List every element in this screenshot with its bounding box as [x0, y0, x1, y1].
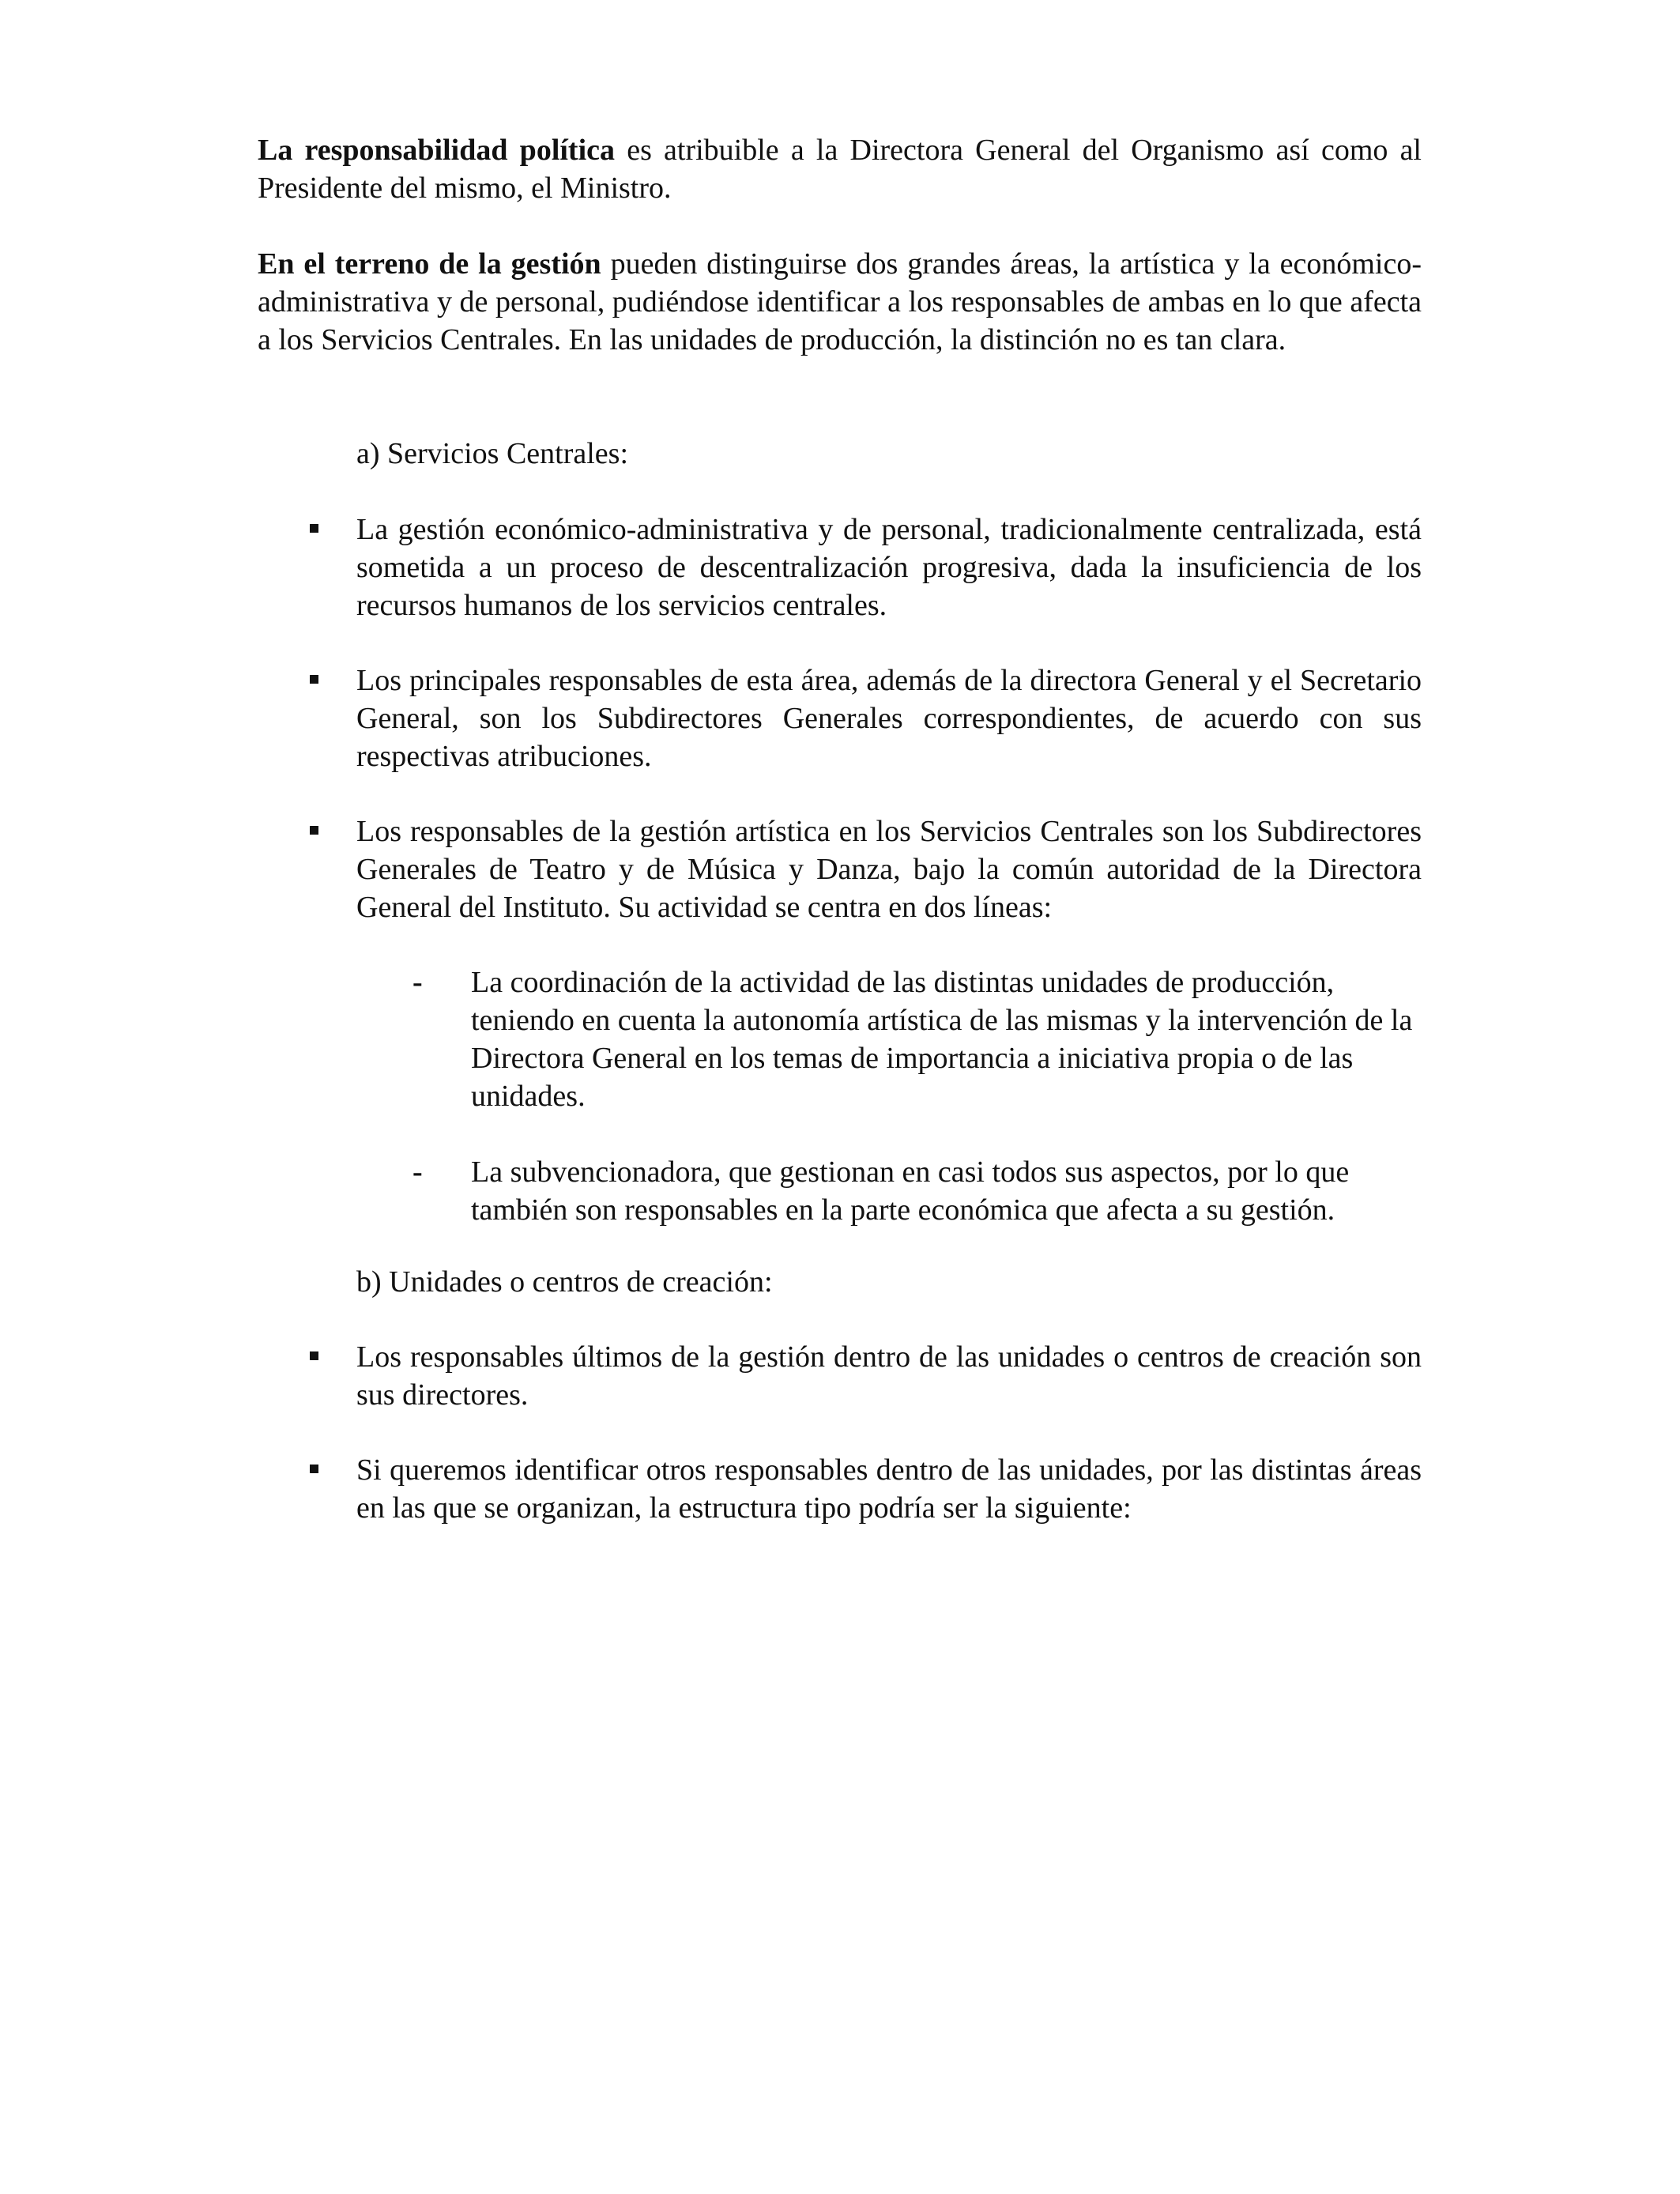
- square-bullet-icon: [310, 675, 318, 684]
- list-item: [258, 1451, 1422, 1527]
- square-bullet-icon: [310, 1351, 318, 1360]
- sub-list-item-text: La subvencionadora, que gestionan en casi todos sus aspectos, por lo que también son responsables en la parte económica que afecta a su gestión.: [471, 1155, 1350, 1227]
- section-b-heading: b) Unidades o centros de creación:: [356, 1265, 773, 1299]
- list-item: [258, 511, 1422, 624]
- paragraph-bold-lead: La responsabilidad política: [258, 134, 616, 167]
- square-bullet-icon: [310, 826, 318, 835]
- list-item-text: La gestión económico-administrativa y de personal, tradicionalmente centralizada, está sometida a un proceso de descentralización progresiva, dada la insuficiencia de los recursos humanos de los servicios centrales.: [356, 513, 1422, 622]
- paragraph-bold-lead: En el terreno de la gestión: [258, 247, 601, 281]
- list-item-text: Los principales responsables de esta área, además de la directora General y el Secretario General, son los Subdirectores Generales correspondientes, de acuerdo con sus respectivas atribuciones.: [356, 664, 1422, 773]
- paragraph-text: es atribuible a la Directora General del Organismo así como al Presidente del mismo, el Ministro.: [258, 134, 1422, 205]
- list-item-text: Los responsables de la gestión artística en los Servicios Centrales son los Subdirectores Generales de Teatro y de Música y Danza, bajo la común autoridad de la Directora General del Instituto. Su actividad se centra en dos líneas:: [356, 815, 1422, 924]
- paragraph-text: pueden distinguirse dos grandes áreas, la artística y la económico-administrativa y de personal, pudiéndose identificar a los responsables de ambas en lo que afecta a los Servicios Centrales. En las unidades de producción, la distinción no es tan clara.: [258, 247, 1422, 356]
- dash-marker: -: [412, 966, 423, 999]
- sub-list-item-text: La coordinación de la actividad de las distintas unidades de producción, teniendo en cuenta la autonomía artística de las mismas y la intervención de la Directora General en los temas de importancia a iniciativa propia o de las unidades.: [471, 966, 1413, 1113]
- section-a-heading: a) Servicios Centrales:: [356, 437, 629, 470]
- sub-list-item: [409, 963, 1422, 1115]
- dash-marker: -: [412, 1155, 423, 1189]
- list-item-text: Los responsables últimos de la gestión dentro de las unidades o centros de creación son sus directores.: [356, 1340, 1422, 1412]
- paragraph-management: [258, 245, 1422, 359]
- square-bullet-icon: [310, 524, 318, 533]
- square-bullet-icon: [310, 1465, 318, 1473]
- sub-list-item: [409, 1153, 1422, 1229]
- list-item: [258, 662, 1422, 775]
- list-item: [258, 812, 1422, 926]
- paragraph-political-responsibility: [258, 131, 1422, 207]
- list-item: [258, 1338, 1422, 1414]
- list-item-text: Si queremos identificar otros responsables dentro de las unidades, por las distintas áreas en las que se organizan, la estructura tipo podría ser la siguiente:: [356, 1453, 1422, 1525]
